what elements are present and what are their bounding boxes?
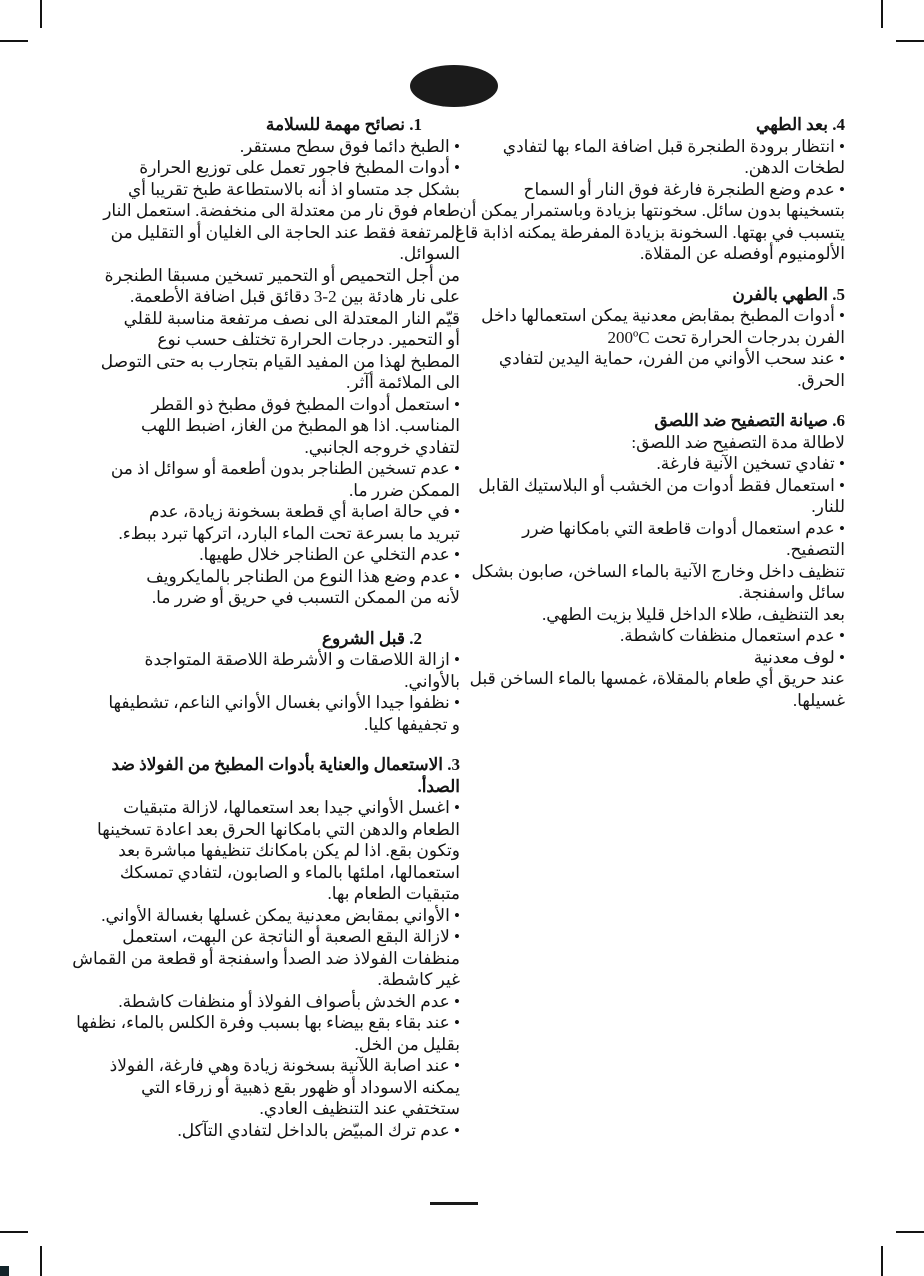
text-line: متبقيات الطعام بها. [327, 884, 460, 903]
text-line: عند حريق أي طعام بالمقلاة، غمسها بالماء الساخن قبل [469, 669, 845, 688]
text-line: • عند سحب الأواني من الفرن، حماية اليدين لتفادي [498, 349, 845, 368]
text-line: لتفادي خروجه الجانبي. [304, 437, 460, 457]
text-line: أو التحمير. درجات الحرارة تختلف حسب نوع [157, 330, 460, 349]
section-title: 1. نصائح مهمة للسلامة [265, 115, 422, 134]
text-line: غير كاشطة. [377, 970, 460, 989]
crop-mark-top-left-horizontal [0, 40, 28, 42]
crop-mark-bottom-left-vertical [40, 1246, 42, 1276]
text-line: و تجفيفها كليا. [363, 714, 460, 734]
text-line: • استعمال فقط أدوات من الخشب أو البلاستيك القابل [478, 475, 845, 495]
text-line: السوائل. [399, 244, 460, 263]
text-line: يمكنه الاسوداد أو ظهور بقع ذهبية أو زرقاء التي [141, 1077, 460, 1097]
text-line: الحرق. [797, 370, 845, 390]
text-line: • عدم استعمال أدوات قاطعة التي بامكانها ضرر [522, 518, 845, 538]
text-line: • عند اصابة اللآنية بسخونة زيادة وهي فارغة، الفولاذ [109, 1056, 460, 1075]
text-line: • اغسل الأواني جيدا بعد استعمالها، لازالة متبقيات [123, 798, 460, 817]
crop-mark-top-right-horizontal [896, 40, 924, 42]
text-line: لطخات الدهن. [744, 158, 845, 177]
text-line: لاطالة مدة التصفيح ضد اللصق: [631, 432, 845, 452]
text-line: على نار هادئة بين 2-3 دقائق قبل اضافة الأطعمة. [130, 287, 460, 306]
text-line: • الطبخ دائما فوق سطح مستقر. [239, 136, 460, 156]
text-line: • لازالة البقع الصعبة أو الناتجة عن البهت، استعمل [122, 927, 460, 946]
text-line: منظفات الفولاذ ضد الصدأ واسفنجة أو قطعة من القماش [72, 948, 460, 968]
text-line: • تفادي تسخين الآنية فارغة. [656, 454, 845, 473]
text-line: بعد التنظيف، طلاء الداخل قليلا بزيت الطهي. [542, 604, 845, 624]
text-line: طعام فوق نار من معتدلة الى منخفضة. استعمل النار [103, 201, 460, 220]
text-line: التصفيح. [786, 540, 845, 559]
text-line: • ازالة اللاصقات و الأشرطة اللاصقة المتواجدة [144, 650, 460, 669]
text-line: • أدوات المطبخ فاجور تعمل على توزيع الحرارة [139, 158, 460, 177]
section-2 [97, 628, 460, 736]
text-line: غسيلها. [792, 690, 845, 710]
crop-mark-bottom-right-vertical [881, 1246, 883, 1276]
section-title: الصدأ. [417, 776, 460, 796]
text-line: • نظفوا جيدا الأواني بغسال الأواني الناعم، تشطيفها [108, 693, 460, 712]
text-line: • انتظار برودة الطنجرة قبل اضافة الماء بها لتفادي [502, 136, 845, 156]
brand-logo-oval [410, 65, 498, 107]
section-title: 2. قبل الشروع [321, 628, 422, 648]
text-line: من أجل التحميص أو التحمير تسخين مسبقا الطنجرة [104, 265, 460, 285]
text-line: • في حالة اصابة أي قطعة بسخونة زيادة، عدم [148, 502, 460, 521]
column-sections-1-3 [72, 114, 460, 1141]
text-line: بتسخينها بدون سائل. سخونتها بزيادة وباستمرار يمكن أن [459, 201, 845, 220]
text-line: بالأواني. [404, 671, 460, 691]
text-line: • عدم تسخين الطناجر بدون أطعمة أو سوائل اذ من [110, 459, 460, 478]
text-line: المناسب. اذا هو المطبخ من الغاز، اضبط اللهب [140, 416, 460, 435]
text-line: الطعام والدهن التي بامكانها الحرق بعد اعادة تسخينها [97, 819, 460, 839]
text-line: • استعمل أدوات المطبخ فوق مطبخ ذو القطر [151, 394, 460, 414]
text-line: بشكل جد متساو اذ أنه بالاستطاعة طبخ تقريبا أي [127, 179, 460, 199]
text-line: قيّم النار المعتدلة الى نصف مرتفعة مناسبة للقلي [123, 308, 460, 328]
text-line: • عند بقاء بقع بيضاء بها بسبب وفرة الكلس بالماء، نظفها [76, 1013, 460, 1032]
section-6 [469, 410, 845, 711]
text-line: تبريد ما بسرعة تحت الماء البارد، اتركها تبرد ببطء. [118, 523, 460, 543]
text-line: الممكن ضرر ما. [349, 480, 460, 500]
section-title: 6. صيانة التصفيح ضد اللصق [654, 411, 845, 430]
section-title: 3. الاستعمال والعناية بأدوات المطبخ من الفولاذ ضد [111, 755, 460, 774]
text-line: • لوف معدنية [753, 647, 845, 667]
section-title: 5. الطهي بالفرن [732, 284, 845, 304]
text-line: • عدم الخدش بأصواف الفولاذ أو منظفات كاشطة. [118, 991, 460, 1011]
section-3 [72, 754, 460, 1141]
text-line: بقليل من الخل. [354, 1034, 460, 1054]
text-line: لأنه من الممكن التسبب في حريق أو ضرر ما. [151, 588, 460, 607]
text-line: • عدم وضع هذا النوع من الطناجر بالمايكرويف [146, 566, 460, 586]
text-line: • عدم وضع الطنجرة فارغة فوق النار أو السماح [523, 179, 845, 199]
footer-rule [430, 1202, 478, 1205]
text-line: • الأواني بمقابض معدنية يمكن غسلها بغسالة الأواني. [101, 905, 460, 925]
section-title: 4. بعد الطهي [756, 115, 845, 134]
text-line: الألومنيوم أوفصله عن المقلاة. [639, 244, 845, 263]
text-line: • أدوات المطبخ بمقابض معدنية يمكن استعمالها داخل [481, 306, 845, 325]
text-line: المرتفعة فقط عند الحاجة الى الغليان أو التقليل من [110, 222, 460, 242]
section-5 [481, 284, 845, 392]
section-4 [454, 114, 845, 265]
crop-mark-bottom-right-horizontal [896, 1231, 924, 1233]
text-line: • عدم استعمال منظفات كاشطة. [620, 626, 845, 645]
text-line: وتكون بقع. اذا لم يكن بامكانك تنظيفها مباشرة بعد [118, 841, 460, 860]
text-line: ستختفي عند التنظيف العادي. [259, 1099, 460, 1118]
column-sections-4-6 [454, 114, 845, 711]
text-line: يتسبب في بهتها. السخونة بزيادة المفرطة يمكنه اذابة قاع [454, 222, 845, 242]
text-line: استعمالها، املئها بالماء و الصابون، لتفادي تمسكك [119, 862, 460, 882]
crop-mark-top-right-vertical [881, 0, 883, 28]
crop-mark-bottom-left-horizontal [0, 1231, 28, 1233]
corner-ink-chip [0, 1266, 9, 1276]
text-line: للنار. [811, 497, 845, 516]
text-line: سائل واسفنجة. [738, 583, 845, 602]
text-line: الفرن بدرجات الحرارة تحت 200ºC [607, 327, 845, 347]
text-line: • عدم التخلي عن الطناجر خلال طهيها. [199, 545, 460, 564]
text-line: المطبخ لهذا من المفيد القيام بتجارب به حتى التوصل [100, 351, 460, 371]
crop-mark-top-left-vertical [40, 0, 42, 28]
section-1 [97, 114, 460, 609]
text-line: تنظيف داخل وخارج الآنية بالماء الساخن، صابون بشكل [471, 561, 845, 581]
text-line: • عدم ترك المبيّض بالداخل لتفادي التآكل. [177, 1120, 460, 1140]
text-line: الى الملائمة أآثر. [346, 373, 460, 392]
